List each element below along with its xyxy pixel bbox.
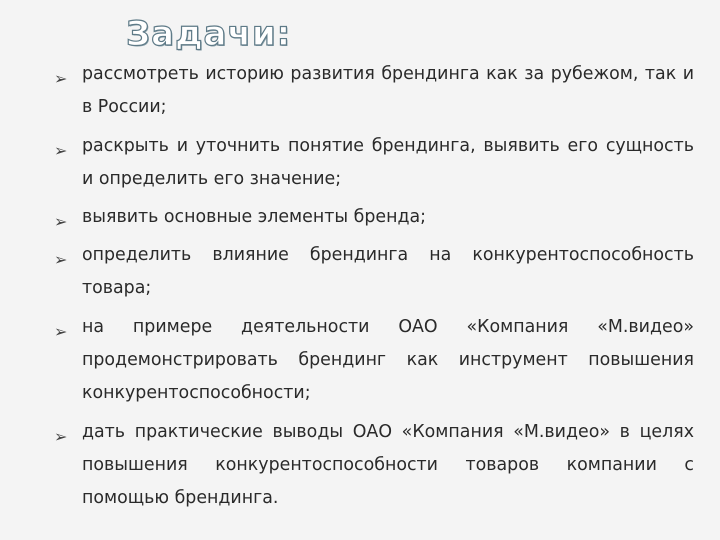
arrowhead-bullet-icon: ➢ — [54, 250, 68, 269]
list-item — [48, 239, 694, 305]
slide-title: Задачи: — [126, 14, 292, 54]
list-item — [48, 58, 694, 124]
arrowhead-bullet-icon: ➢ — [54, 322, 68, 341]
task-list — [48, 58, 694, 515]
list-item-text: выявить основные элементы бренда; — [82, 207, 426, 227]
list-item-text: рассмотреть историю развития брендинга как за рубежом, так и в России; — [82, 64, 694, 117]
list-item-text: определить влияние брендинга на конкурентоспособность товара; — [82, 245, 694, 298]
list-item-text: раскрыть и уточнить понятие брендинга, выявить его сущность и определить его значение; — [82, 136, 694, 189]
arrowhead-bullet-icon: ➢ — [54, 427, 68, 446]
list-item — [48, 311, 694, 410]
list-item-text: на примере деятельности ОАО «Компания «М.видео» продемонстрировать брендинг как инструмент повышения конкурентоспособности; — [82, 317, 694, 403]
arrowhead-bullet-icon: ➢ — [54, 69, 68, 88]
list-item-text: дать практические выводы ОАО «Компания «М.видео» в целях повышения конкурентоспособности товаров компании с помощью брендинга. — [82, 422, 694, 508]
list-item — [48, 201, 694, 234]
arrowhead-bullet-icon: ➢ — [54, 212, 68, 231]
list-item — [48, 416, 694, 515]
list-item — [48, 130, 694, 196]
arrowhead-bullet-icon: ➢ — [54, 141, 68, 160]
